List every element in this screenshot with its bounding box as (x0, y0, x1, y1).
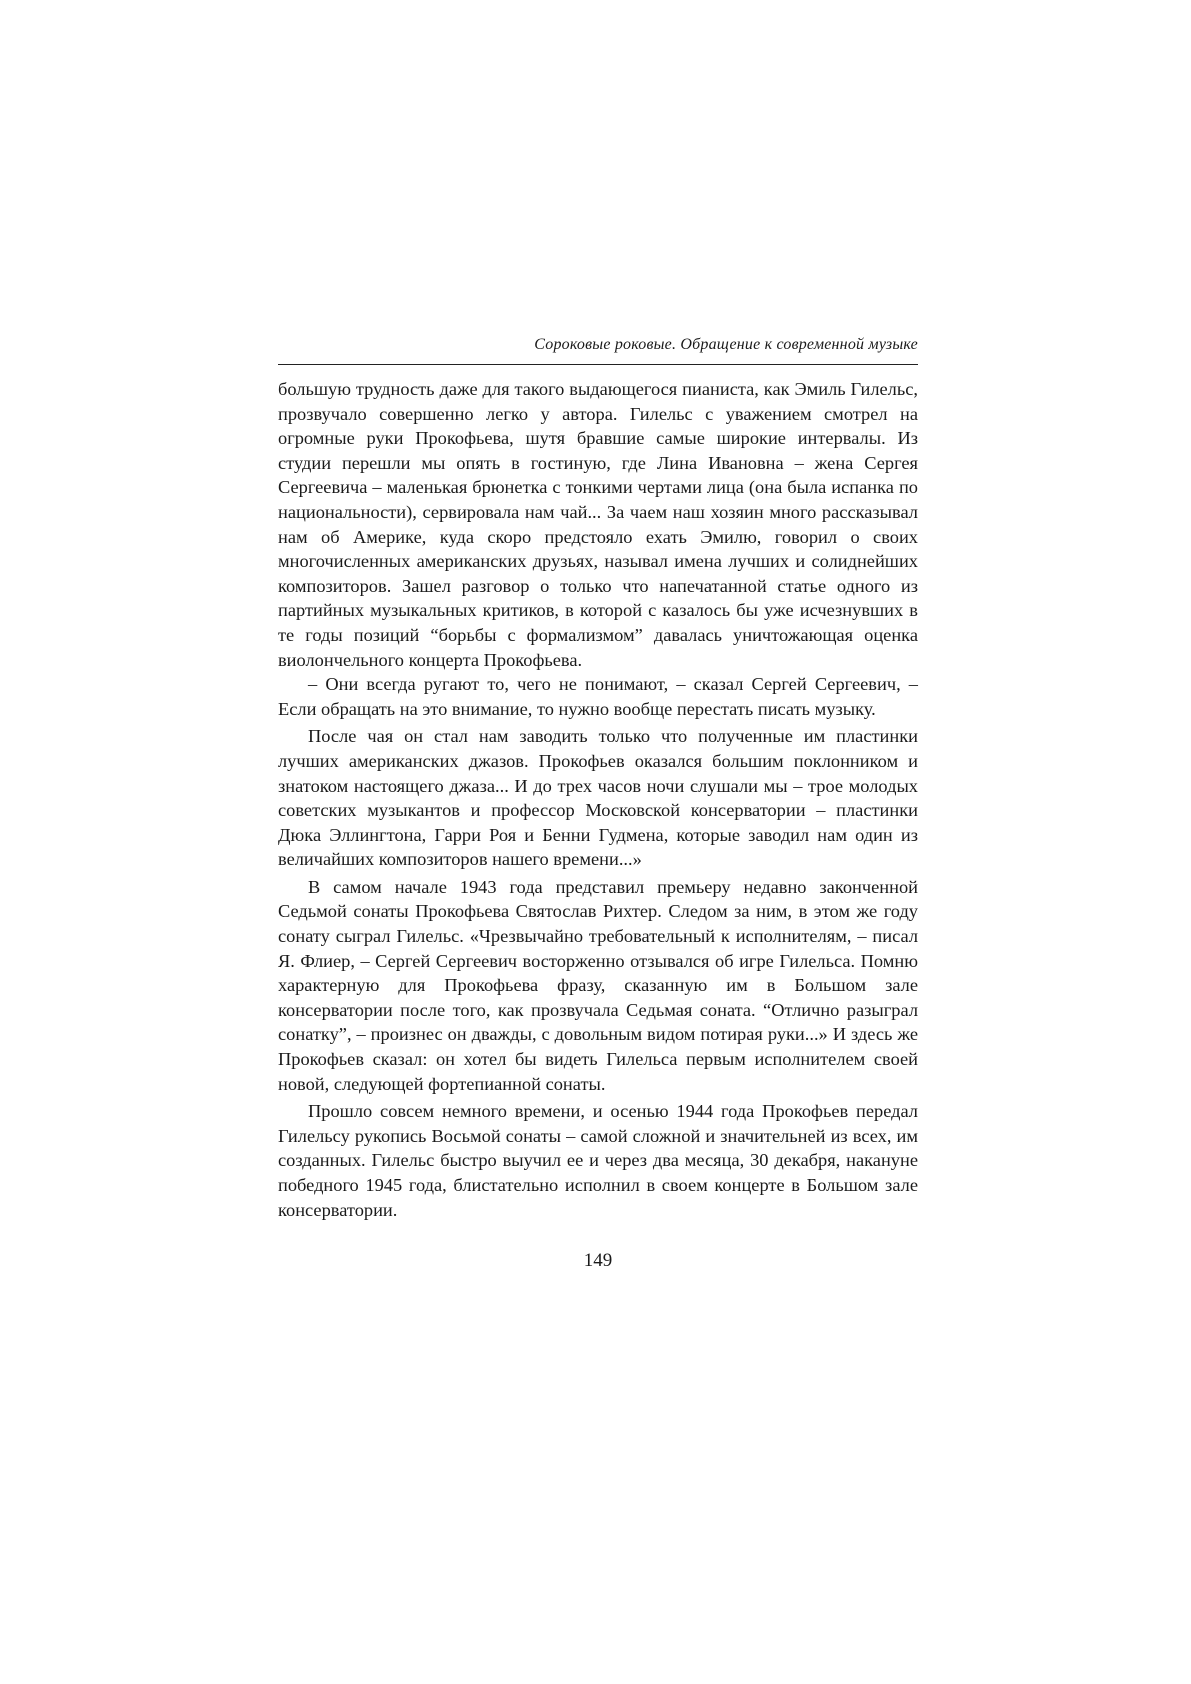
paragraph-eighth-sonata: Прошло совсем немного времени, и осенью 1944 года Прокофьев передал Гилельсу рукопись Восьмой сонаты – самой сложной и значительней из всех, им созданных. Гилельс быстро выучил ее и через два месяца, 30 декабря, накануне победного 1945 года, блистательно исполнил в своем концерте в Большом зале консерватории. (278, 1101, 918, 1220)
book-page (278, 336, 918, 1272)
paragraph-dialogue: – Они всегда ругают то, чего не понимают, – сказал Сергей Сергеевич, – Если обращать на это внимание, то нужно вообще перестать писать музыку. (278, 674, 918, 719)
running-header: Сороковые роковые. Обращение к современной музыке (278, 336, 918, 365)
page-number: 149 (583, 1250, 613, 1272)
paragraph-seventh-sonata: В самом начале 1943 года представил премьеру недавно законченной Седьмой сонаты Прокофьева Святослав Рихтер. Следом за ним, в этом же году сонату сыграл Гилельс. «Чрезвычайно требовательный к исполнителям, – писал Я. Флиер, – Сергей Сергеевич восторженно отзывался об игре Гилельса. Помню характерную для Прокофьева фразу, сказанную им в Большом зале консерватории после того, как прозвучала Седьмая соната. “Отлично разыграл сонатку”, – произнес он дважды, с довольным видом потирая руки...» И здесь же Прокофьев сказал: он хотел бы видеть Гилельса первым исполнителем своей новой, следующей фортепианной сонаты. (278, 876, 918, 1094)
body-text (278, 377, 918, 1222)
paragraph-jazz-records: После чая он стал нам заводить только что полученные им пластинки лучших американских джазов. Прокофьев оказался большим поклонником и знатоком настоящего джаза... И до трех часов ночи слушали мы – трое молодых советских музыкантов и профессор Московской консерватории – пластинки Дюка Эллингтона, Гарри Роя и Бенни Гудмена, которые заводил нам один из величайших композиторов нашего времени...» (278, 726, 918, 870)
paragraph-continued: большую трудность даже для такого выдающегося пианиста, как Эмиль Гилельс, прозвучало совершенно легко у автора. Гилельс с уважением смотрел на огромные руки Прокофьева, шутя бравшие самые широкие интервалы. Из студии перешли мы опять в гостиную, где Лина Ивановна – жена Сергея Сергеевича – маленькая брюнетка с тонкими чертами лица (она была испанка по национальности), сервировала нам чай... За чаем наш хозяин много рассказывал нам об Америке, куда скоро предстояло ехать Эмилю, говорил о своих многочисленных американских друзьях, называл имена лучших и солиднейших композиторов. Зашел разговор о только что напечатанной статье одного из партийных музыкальных критиков, в которой с казалось бы уже исчезнувших в те годы позиций “борьбы с формализмом” давалась уничтожающая оценка виолончельного концерта Прокофьева. (278, 379, 918, 670)
